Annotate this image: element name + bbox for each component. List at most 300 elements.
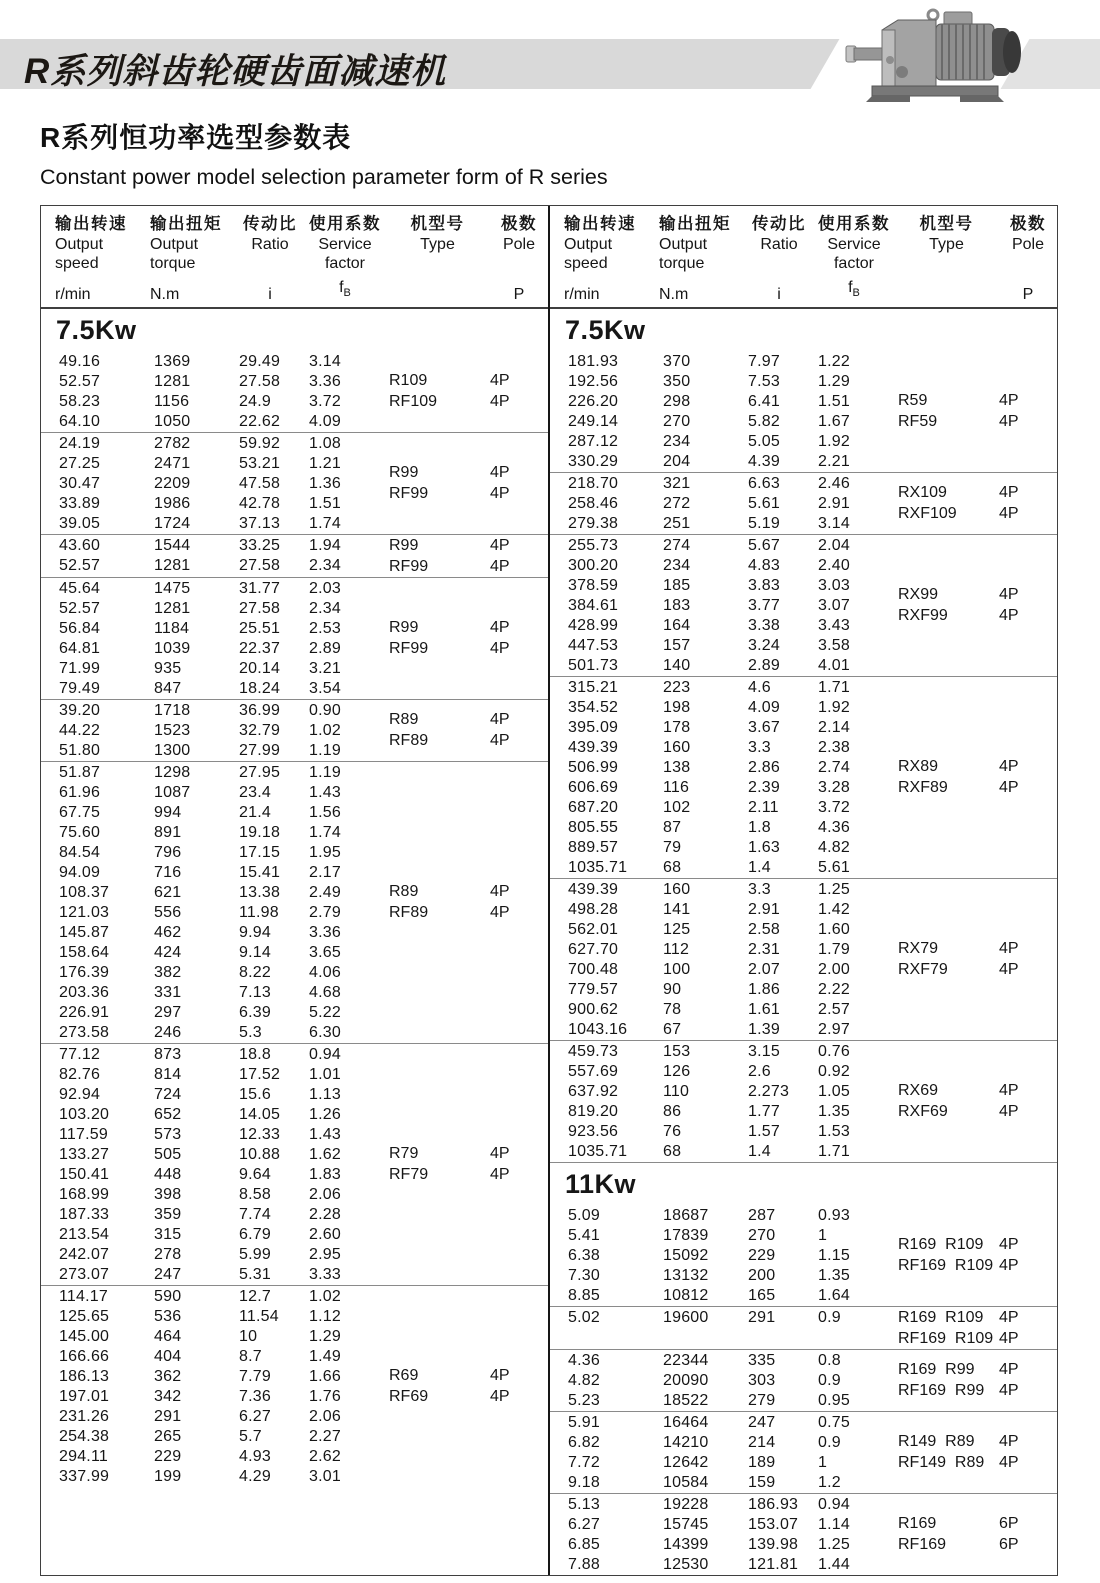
table-cell: 331	[154, 984, 182, 1001]
table-cell: 1281	[154, 600, 191, 617]
model-pole: 4P	[999, 1329, 1019, 1347]
column-header-en: torque	[659, 255, 705, 272]
table-cell: 33.89	[59, 495, 101, 512]
table-row	[41, 1347, 389, 1367]
model-pole: 4P	[999, 1382, 1019, 1399]
table-cell: 3.36	[309, 924, 341, 941]
table-cell: 1043.16	[568, 1021, 628, 1038]
table-cell: 1.02	[309, 1288, 341, 1305]
table-cell: 226.91	[59, 1004, 110, 1021]
table-cell: 506.99	[568, 759, 619, 776]
table-cell: 4.36	[818, 819, 850, 836]
table-cell: 125	[663, 921, 691, 938]
table-cell: 186.13	[59, 1368, 110, 1385]
model-line	[898, 606, 1057, 627]
parameter-group	[41, 1285, 548, 1487]
column-header-cn: 输出转速	[564, 215, 636, 233]
parameter-group	[550, 1306, 1057, 1349]
table-cell: 5.61	[818, 859, 850, 876]
table-cell: 15.41	[239, 864, 281, 881]
column-header	[411, 215, 465, 307]
table-cell: 37.13	[239, 515, 281, 532]
title-block	[40, 116, 608, 190]
table-row	[550, 778, 898, 798]
table-cell: 1281	[154, 557, 191, 574]
column-header-cn: 机型号	[410, 215, 465, 233]
table-cell: 22.62	[239, 413, 281, 430]
group-models	[898, 351, 1057, 472]
table-row	[41, 1447, 389, 1467]
table-row	[41, 434, 389, 454]
model-type: RF109	[389, 393, 438, 410]
table-cell: 291	[154, 1408, 182, 1425]
table-cell: 64.81	[59, 640, 101, 657]
table-row	[41, 963, 389, 983]
model-line	[389, 882, 548, 903]
table-cell: 3.3	[748, 881, 771, 898]
table-cell: 1.94	[309, 537, 341, 554]
model-type: RX89	[898, 758, 939, 775]
table-cell: 21.4	[239, 804, 271, 821]
column-unit: N.m	[659, 285, 689, 303]
column-header	[55, 215, 150, 307]
model-line	[898, 504, 1057, 525]
table-cell: 3.77	[748, 597, 780, 614]
table-cell: 5.19	[748, 515, 780, 532]
table-cell: 439.39	[568, 881, 619, 898]
table-row	[41, 1145, 389, 1165]
table-row	[41, 1307, 389, 1327]
table-cell: 176.39	[59, 964, 110, 981]
table-cell: 7.72	[568, 1454, 600, 1471]
table-cell: 77.12	[59, 1046, 101, 1063]
table-cell: 724	[154, 1086, 182, 1103]
table-cell: 873	[154, 1046, 182, 1063]
table-cell: 5.3	[239, 1024, 262, 1041]
table-cell: 121.81	[748, 1556, 799, 1573]
table-cell: 627.70	[568, 941, 619, 958]
table-cell: 370	[663, 353, 691, 370]
table-cell: 900.62	[568, 1001, 619, 1018]
model-line	[898, 1381, 1057, 1402]
table-cell: 335	[748, 1352, 776, 1369]
table-cell: 185	[663, 577, 691, 594]
table-cell: 1718	[154, 702, 191, 719]
table-cell: 18687	[663, 1207, 709, 1224]
table-cell: 439.39	[568, 739, 619, 756]
column-header-row	[41, 206, 548, 309]
table-cell: 2.89	[309, 640, 341, 657]
table-cell: 562.01	[568, 921, 619, 938]
table-cell: 3.28	[818, 779, 850, 796]
table-cell: 2782	[154, 435, 191, 452]
model-pole: 4P	[490, 557, 510, 575]
table-cell: 278	[154, 1246, 182, 1263]
table-cell: 19600	[663, 1309, 709, 1326]
table-row	[550, 900, 898, 920]
table-row	[41, 536, 389, 556]
table-cell: 1.95	[309, 844, 341, 861]
model-line	[389, 1165, 548, 1186]
table-cell: 5.99	[239, 1246, 271, 1263]
group-rows	[550, 1412, 898, 1493]
table-cell: 100	[663, 961, 691, 978]
table-cell: 1281	[154, 373, 191, 390]
table-cell: 20.14	[239, 660, 281, 677]
table-cell: 923.56	[568, 1123, 619, 1140]
column-header-cn: 输出转速	[55, 215, 127, 233]
table-cell: 2.273	[748, 1083, 790, 1100]
table-cell: 536	[154, 1308, 182, 1325]
table-cell: 2.21	[818, 453, 850, 470]
group-rows	[41, 535, 389, 577]
column-header-cn: 机型号	[919, 215, 974, 233]
table-cell: 181.93	[568, 353, 619, 370]
table-cell: 92.94	[59, 1086, 101, 1103]
table-row	[41, 1287, 389, 1307]
group-models	[898, 535, 1057, 676]
table-cell: 2.97	[818, 1021, 850, 1038]
table-cell: 0.76	[818, 1043, 850, 1060]
table-cell: 1.22	[818, 353, 850, 370]
table-cell: 1.67	[818, 413, 850, 430]
table-cell: 53.21	[239, 455, 281, 472]
table-row	[550, 392, 898, 412]
table-cell: 1.14	[818, 1516, 850, 1533]
table-cell: 2.28	[309, 1206, 341, 1223]
table-cell: 2.57	[818, 1001, 850, 1018]
table-cell: 1035.71	[568, 1143, 628, 1160]
model-type: R169 R109	[898, 1236, 984, 1253]
model-line	[389, 556, 548, 577]
model-pole: 4P	[490, 619, 510, 636]
table-cell: 39.05	[59, 515, 101, 532]
table-row	[550, 1495, 898, 1515]
table-cell: 22344	[663, 1352, 709, 1369]
table-cell: 251	[663, 515, 691, 532]
power-section	[41, 309, 548, 1487]
group-rows	[41, 700, 389, 761]
table-row	[41, 823, 389, 843]
table-row	[550, 636, 898, 656]
table-row	[41, 721, 389, 741]
model-type: RF169 R109	[898, 1257, 994, 1274]
power-section	[550, 1162, 1057, 1575]
table-row	[41, 474, 389, 494]
model-line	[898, 1102, 1057, 1123]
group-rows	[550, 351, 898, 472]
table-cell: 652	[154, 1106, 182, 1123]
column-unit: P	[513, 285, 525, 303]
table-row	[550, 576, 898, 596]
table-right-sections	[550, 309, 1057, 1575]
table-cell: 1.25	[818, 881, 850, 898]
table-cell: 2.34	[309, 557, 341, 574]
table-row	[41, 903, 389, 923]
table-left-sections	[41, 309, 548, 1575]
table-cell: 10584	[663, 1474, 709, 1491]
table-cell: 52.57	[59, 557, 101, 574]
model-pole: 4P	[999, 392, 1019, 409]
table-row	[550, 858, 898, 878]
gear-motor-illustration	[832, 0, 1042, 110]
table-row	[550, 1206, 898, 1226]
model-type: R169	[898, 1515, 937, 1532]
table-cell: 234	[663, 433, 691, 450]
model-type: RF89	[389, 732, 429, 749]
page-title: R系列恒功率选型参数表	[40, 122, 352, 153]
group-rows	[550, 677, 898, 878]
group-models	[898, 1307, 1057, 1349]
power-section-header: 7.5Kw	[56, 314, 137, 345]
table-cell: 110	[663, 1083, 690, 1100]
model-pole: 4P	[999, 1361, 1019, 1378]
column-header-en: Type	[929, 235, 964, 253]
table-cell: 59.92	[239, 435, 281, 452]
table-cell: 1.49	[309, 1348, 341, 1365]
table-cell: 8.58	[239, 1186, 271, 1203]
table-cell: 71.99	[59, 660, 101, 677]
table-cell: 1.44	[818, 1556, 850, 1573]
table-cell: 315	[154, 1226, 182, 1243]
table-cell: 6.85	[568, 1536, 600, 1553]
table-row	[41, 412, 389, 432]
table-cell: 321	[663, 475, 691, 492]
table-row	[550, 1082, 898, 1102]
group-models	[898, 677, 1057, 878]
table-cell: 8.7	[239, 1348, 262, 1365]
table-cell: 12642	[663, 1454, 709, 1471]
parameter-table	[40, 205, 1058, 1576]
table-cell: 1.83	[309, 1166, 341, 1183]
group-rows	[41, 1286, 389, 1487]
table-cell: 1.29	[818, 373, 850, 390]
table-cell: 274	[663, 537, 691, 554]
table-cell: 935	[154, 660, 182, 677]
table-cell: 139.98	[748, 1536, 799, 1553]
table-cell: 31.77	[239, 580, 281, 597]
group-rows	[41, 351, 389, 432]
table-row	[550, 838, 898, 858]
table-cell: 1.12	[309, 1308, 341, 1325]
table-cell: 1.56	[309, 804, 341, 821]
table-cell: 2.89	[748, 657, 780, 674]
column-unit: P	[1022, 285, 1034, 303]
table-cell: 505	[154, 1146, 182, 1163]
table-cell: 7.30	[568, 1267, 600, 1284]
group-rows	[41, 762, 389, 1043]
table-cell: 183	[663, 597, 691, 614]
table-cell: 3.72	[309, 393, 341, 410]
table-cell: 1.63	[748, 839, 780, 856]
column-header-en: torque	[150, 255, 196, 272]
table-cell: 1.53	[818, 1123, 850, 1140]
model-line	[898, 1360, 1057, 1381]
table-cell: 462	[154, 924, 182, 941]
parameter-group	[550, 1205, 1057, 1306]
table-cell: 160	[663, 881, 691, 898]
model-type: R69	[389, 1367, 419, 1384]
table-cell: 1300	[154, 742, 191, 759]
model-pole: 4P	[999, 607, 1019, 624]
table-cell: 27.58	[239, 600, 281, 617]
group-rows	[550, 473, 898, 534]
table-cell: 30.47	[59, 475, 101, 492]
model-type: R99	[389, 536, 419, 554]
table-cell: 22.37	[239, 640, 281, 657]
table-cell: 114.17	[59, 1288, 108, 1305]
table-row	[41, 1125, 389, 1145]
table-cell: 145.87	[59, 924, 110, 941]
table-row	[41, 639, 389, 659]
model-line	[389, 392, 548, 413]
table-row	[550, 1122, 898, 1142]
table-cell: 157	[663, 637, 691, 654]
table-cell: 3.65	[309, 944, 341, 961]
table-cell: 3.14	[309, 353, 341, 370]
column-header-en: Pole	[502, 235, 536, 253]
table-cell: 186.93	[748, 1496, 799, 1513]
model-type: R99	[389, 464, 419, 481]
table-cell: 39.20	[59, 702, 101, 719]
table-cell: 10812	[663, 1287, 709, 1304]
table-cell: 231.26	[59, 1408, 110, 1425]
table-row	[550, 596, 898, 616]
table-cell: 141	[663, 901, 691, 918]
table-cell: 14.05	[239, 1106, 281, 1123]
column-header-en: Ratio	[251, 235, 289, 253]
table-cell: 354.52	[568, 699, 619, 716]
parameter-group	[41, 534, 548, 577]
table-cell: 270	[663, 413, 691, 430]
table-row	[550, 940, 898, 960]
table-cell: 1.4	[748, 1143, 771, 1160]
table-cell: 7.13	[239, 984, 271, 1001]
table-cell: 819.20	[568, 1103, 619, 1120]
table-cell: 43.60	[59, 537, 101, 554]
table-row	[41, 1407, 389, 1427]
model-type: RXF109	[898, 505, 957, 522]
table-cell: 234	[663, 557, 691, 574]
table-cell: 1.86	[748, 981, 780, 998]
group-rows	[550, 879, 898, 1040]
header-data-columns	[41, 215, 385, 307]
model-line	[898, 939, 1057, 960]
table-cell: 94.09	[59, 864, 101, 881]
table-row	[41, 494, 389, 514]
table-cell: 68	[663, 1143, 682, 1160]
table-row	[41, 392, 389, 412]
model-pole: 4P	[490, 640, 510, 657]
table-cell: 27.25	[59, 455, 101, 472]
table-cell: 7.97	[748, 353, 780, 370]
table-cell: 2.34	[309, 600, 341, 617]
table-cell: 1.51	[818, 393, 850, 410]
table-cell: 573	[154, 1126, 182, 1143]
table-cell: 0.9	[818, 1372, 841, 1389]
table-cell: 25.51	[239, 620, 281, 637]
model-type: RF99	[389, 640, 429, 657]
table-cell: 4.93	[239, 1448, 271, 1465]
table-cell: 2209	[154, 475, 191, 492]
table-cell: 805.55	[568, 819, 619, 836]
model-pole: 6P	[999, 1515, 1019, 1532]
group-rows	[550, 1205, 898, 1306]
model-line	[389, 484, 548, 505]
model-line	[898, 1453, 1057, 1474]
table-cell: 18522	[663, 1392, 709, 1409]
table-cell: 1.57	[748, 1123, 780, 1140]
column-unit: N.m	[150, 285, 180, 303]
table-cell: 7.36	[239, 1388, 271, 1405]
table-cell: 5.02	[568, 1309, 600, 1326]
model-line	[898, 778, 1057, 799]
table-cell: 1.35	[818, 1103, 850, 1120]
table-cell: 556	[154, 904, 182, 921]
table-cell: 1.66	[309, 1368, 341, 1385]
table-row	[41, 1023, 389, 1043]
table-cell: 64.10	[59, 413, 101, 430]
table-row	[550, 738, 898, 758]
table-cell: 84.54	[59, 844, 101, 861]
table-cell: 246	[154, 1024, 182, 1041]
table-cell: 889.57	[568, 839, 619, 856]
table-row	[550, 494, 898, 514]
table-cell: 1475	[154, 580, 191, 597]
table-cell: 0.95	[818, 1392, 850, 1409]
column-header-cn: 输出扭矩	[659, 215, 731, 233]
table-cell: 8.85	[568, 1287, 600, 1304]
group-rows	[41, 433, 389, 534]
table-cell: 13132	[663, 1267, 709, 1284]
table-row	[550, 1062, 898, 1082]
model-line	[898, 1307, 1057, 1328]
table-cell: 187.33	[59, 1206, 110, 1223]
table-cell: 1.71	[818, 679, 850, 696]
model-pole: 4P	[490, 1388, 510, 1405]
model-pole: 4P	[999, 779, 1019, 796]
model-type: RF69	[389, 1388, 429, 1405]
table-cell: 51.87	[59, 764, 101, 781]
model-type: RXF89	[898, 779, 948, 796]
table-cell: 2.06	[309, 1408, 341, 1425]
model-pole: 4P	[999, 505, 1019, 522]
table-row	[550, 698, 898, 718]
parameter-group	[41, 432, 548, 534]
table-cell: 13.38	[239, 884, 281, 901]
table-cell: 47.58	[239, 475, 281, 492]
table-cell: 1544	[154, 537, 191, 554]
table-cell: 15.6	[239, 1086, 271, 1103]
table-row	[41, 1327, 389, 1347]
table-cell: 108.37	[59, 884, 110, 901]
table-cell: 7.88	[568, 1556, 600, 1573]
table-row	[550, 1371, 898, 1391]
model-pole: 6P	[999, 1536, 1019, 1553]
model-type: R169 R99	[898, 1361, 975, 1378]
parameter-group	[41, 351, 548, 432]
table-cell: 1156	[154, 393, 190, 410]
table-cell: 1.29	[309, 1328, 341, 1345]
group-rows	[41, 1044, 389, 1285]
table-row	[550, 818, 898, 838]
table-cell: 5.23	[568, 1392, 600, 1409]
header-type-column	[385, 215, 490, 307]
model-line	[898, 412, 1057, 433]
column-header-en: Pole	[1011, 235, 1045, 253]
table-cell: 5.41	[568, 1227, 600, 1244]
table-cell: 9.64	[239, 1166, 271, 1183]
